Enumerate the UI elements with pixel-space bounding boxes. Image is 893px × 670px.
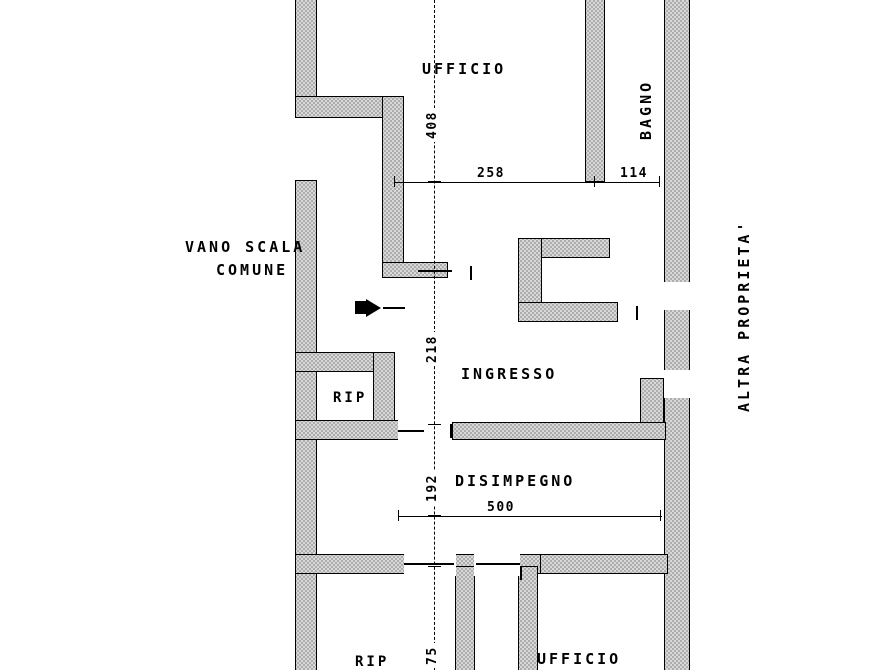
wall-bottom-divider-left [455,566,475,670]
dimension-label-192: 192 [425,471,440,505]
door-leaf-rip [398,430,424,432]
dimension-label-408: 408 [425,108,440,142]
room-label-ufficio-bottom: UFFICIO [537,650,622,668]
wall-bagno-bottom-foot [518,302,618,322]
dimension-tick-mid-258 [594,176,595,187]
entrance-arrow-head [366,299,381,317]
dimension-tick-left-258 [394,176,395,187]
room-label-ingresso: INGRESSO [461,365,558,383]
door-leaf-bagno-right [636,306,638,320]
door-leaf-lower-a [404,563,454,565]
wall-disimpegno-bottom [452,422,666,440]
dimension-line-500 [398,516,662,517]
door-leaf-bottom-tick [520,566,522,580]
dimension-label-114: 114 [617,166,651,181]
wall-outer-left-lower [295,352,317,670]
wall-outer-left-upper [295,180,317,358]
note-vano-scala-line2: COMUNE [216,261,289,279]
door-leaf-mid [470,266,472,280]
entrance-arrow-tail [383,307,405,309]
wall-ufficio-right-divider [382,96,404,278]
room-label-ufficio-top: UFFICIO [422,60,507,78]
entrance-arrow-block [355,301,366,314]
door-leaf-disimpegno-right [450,424,452,438]
door-leaf-entry [418,270,452,272]
note-altra-proprieta: ALTRA PROPRIETA' [735,219,753,412]
room-label-bagno: BAGNO [637,79,655,140]
dimension-tick-axis-182 [428,181,441,182]
dimension-tick-axis-424 [428,424,441,425]
dimension-line-258-114 [394,182,660,183]
dimension-tick-axis-516 [428,515,441,516]
wall-bagno-left [585,0,605,182]
dimension-tick-right-114 [659,176,660,187]
room-label-rip-bottom: RIP [355,654,390,670]
note-vano-scala-line1: VANO SCALA [185,238,306,256]
room-label-rip: RIP [333,390,368,406]
dimension-tick-left-500 [398,510,399,521]
room-label-disimpegno: DISIMPEGNO [455,472,576,490]
wall-bottom-divider-right [518,566,538,670]
wall-ufficio-top-left [295,0,317,100]
dimension-label-258: 258 [474,166,508,181]
dimension-tick-right-500 [660,510,661,521]
dimension-tick-axis-566 [428,566,441,567]
dimension-label-500: 500 [484,500,518,515]
entrance-arrow-marker [355,298,405,320]
wall-lower-divider-right [540,554,668,574]
door-opening-right [664,370,690,398]
dimension-label-75: 75 [425,643,440,668]
dimension-label-218: 218 [425,332,440,366]
door-opening-bagno [664,282,690,310]
door-leaf-lower-b [476,563,520,565]
